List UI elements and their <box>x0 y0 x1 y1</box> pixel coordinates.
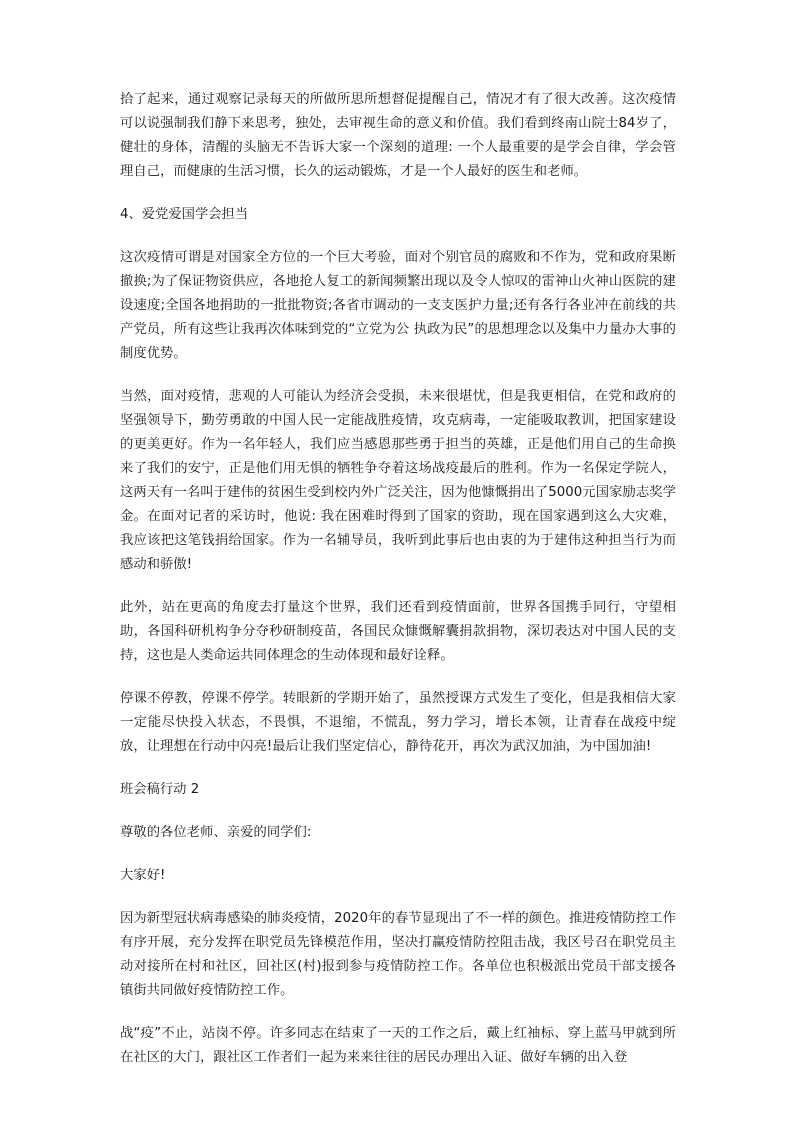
paragraph-world-cooperation: 此外，站在更高的角度去打量这个世界，我们还看到疫情面前，世界各国携手同行，守望相助，各国科研机构争分夺秒研制疫苗，各国民众慷慨解囊捐款捐物，深切表达对中国人民的支持，这也是人类命运共同体理念的生动体现和最好诠释。 <box>120 600 676 663</box>
paragraph-national-test: 这次疫情可谓是对国家全方位的一个巨大考验，面对个别官员的腐败和不作为，党和政府果断撤换;为了保证物资供应，各地抢人复工的新闻频繁出现以及令人惊叹的雷神山火神山医院的建设速度;全国各地捐助的一批批物资;各省市调动的一支支医护力量;还有各行各业冲在前线的共产党员，所有这些让我再次体味到党的“立党为公 执政为民”的思想理念以及集中力量办大事的制度优势。 <box>120 250 676 361</box>
salutation: 尊敬的各位老师、亲爱的同学们: <box>120 825 312 840</box>
paragraph-epidemic-control: 因为新型冠状病毒感染的肺炎疫情，2020年的春节显现出了不一样的颜色。推进疫情防控工作有序开展，充分发挥在职党员先锋模范作用，坚决打赢疫情防控阻击战，我区号召在职党员主动对接所在村和社区，回社区(村)报到参与疫情防控工作。各单位也积极派出党员干部支援各镇街共同做好疫情防控工作。 <box>120 911 676 998</box>
paragraph-on-duty: 战“疫”不止，站岗不停。许多同志在结束了一天的工作之后，戴上红袖标、穿上蓝马甲就到所在社区的大门，跟社区工作者们一起为来来往往的居民办理出入证、做好车辆的出入登 <box>120 1026 676 1065</box>
paragraph-confidence: 当然，面对疫情，悲观的人可能认为经济会受损，未来很堪忧，但是我更相信，在党和政府的坚强领导下，勤劳勇敢的中国人民一定能战胜疫情，攻克病毒，一定能吸取教训，把国家建设的更美更好。作为一名年轻人，我们应当感恩那些勇于担当的英雄，正是他们用自己的生命换来了我们的安宁，正是他们用无惧的牺牲争夺着这场战疫最后的胜利。作为一名保定学院人，这两天有一名叫于建伟的贫困生受到校内外广泛关注，因为他慷慨捐出了5000元国家励志奖学金。在面对记者的采访时，他说: 我在困难时得到了国家的资助，现在国家遇到这么大灾难，我应该把这笔钱捐给国家。作为一名辅导员，我听到此事后也由衷的为于建伟这种担当行为而感动和骄傲! <box>120 389 676 572</box>
paragraph-keep-learning: 停课不停教，停课不停学。转眼新的学期开始了，虽然授课方式发生了变化，但是我相信大家一定能尽快投入状态，不畏惧，不退缩，不慌乱，努力学习，增长本领，让青春在战疫中绽放，让理想在行动中闪亮!最后让我们坚定信心，静待花开，再次为武汉加油，为中国加油! <box>120 691 676 754</box>
paragraph-self-discipline: 拾了起来，通过观察记录每天的所做所思所想督促提醒自己，情况才有了很大改善。这次疫情可以说强制我们静下来思考，独处，去审视生命的意义和价值。我们看到终南山院士84岁了，健壮的身体，清醒的头脑无不告诉大家一个深刻的道理: 一个人最重要的是学会自律，学会管理自己，而健康的生活习惯，长久的运动锻炼，才是一个人最好的医生和老师。 <box>120 92 676 179</box>
section-heading-patriotism: 4、爱党爱国学会担当 <box>120 207 249 222</box>
document-page <box>120 88 676 1089</box>
greeting: 大家好! <box>120 868 166 883</box>
section-heading-class-meeting: 班会稿行动 2 <box>120 782 200 797</box>
